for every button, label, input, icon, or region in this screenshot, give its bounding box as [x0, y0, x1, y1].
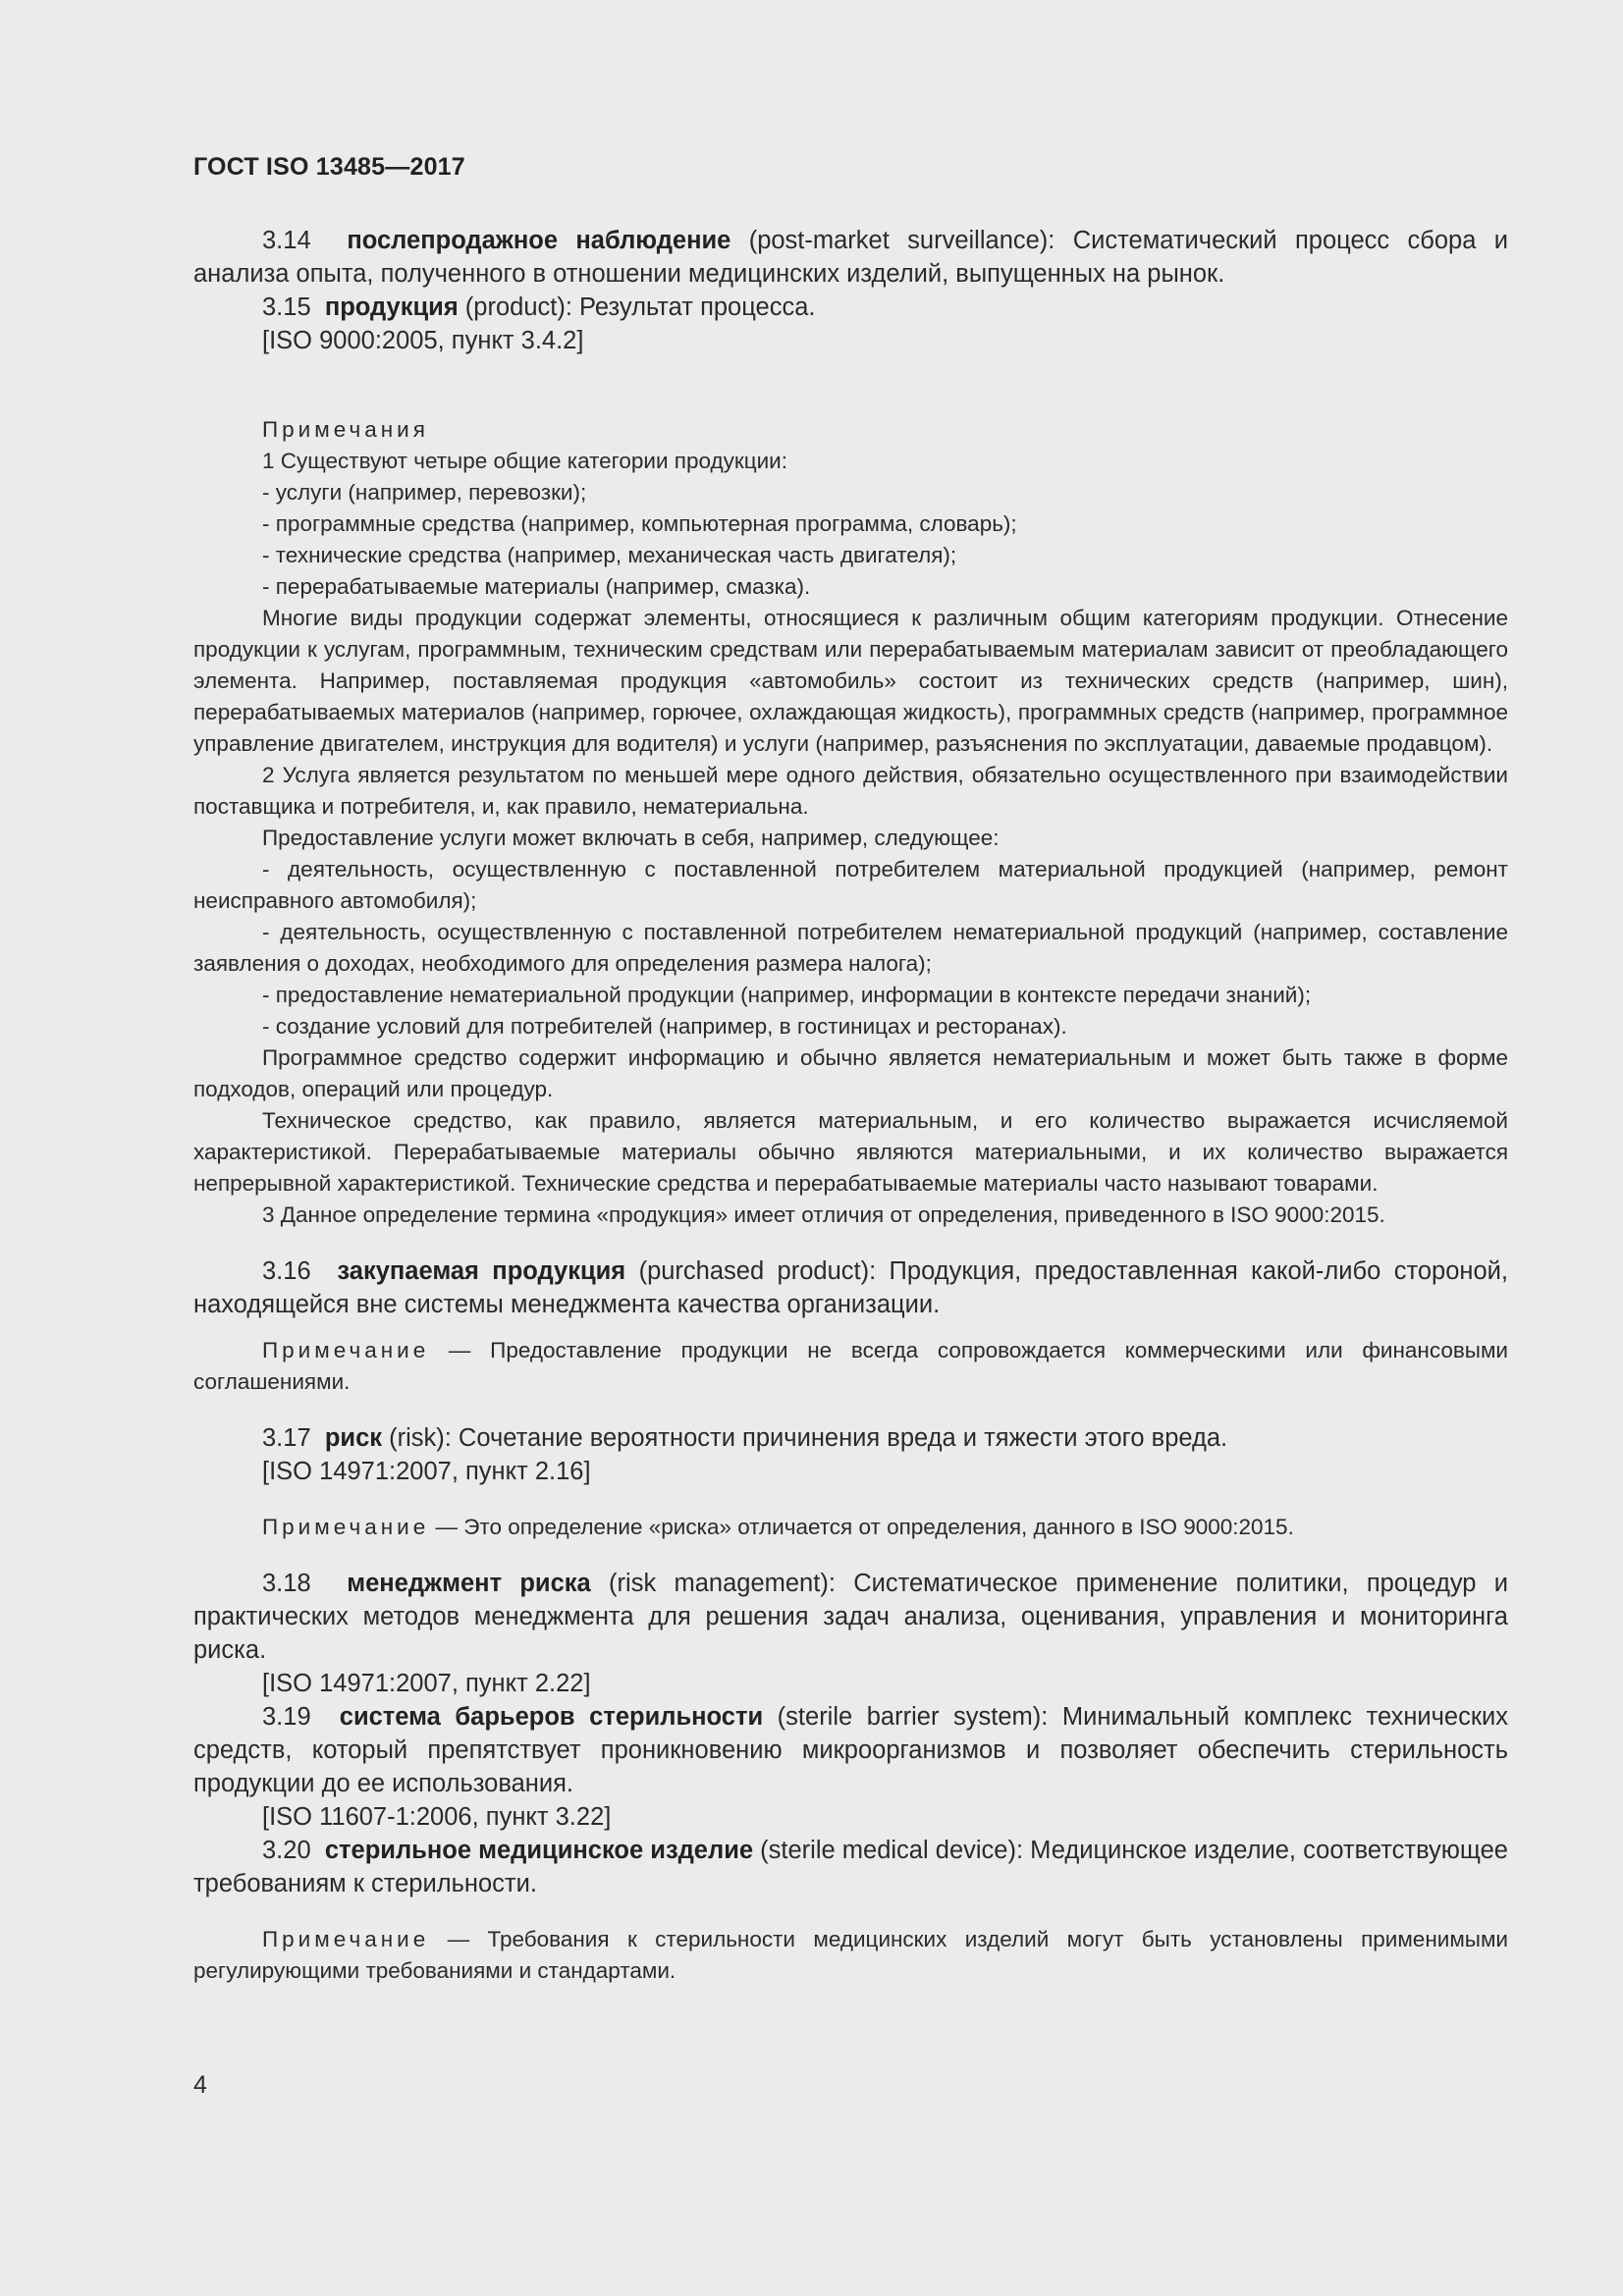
note-label: Примечание: [262, 1515, 430, 1539]
definition-text: (product): Результат процесса.: [458, 294, 816, 321]
note-1-item: - перерабатываемые материалы (например, смазка).: [262, 574, 811, 599]
definition-3-18: [193, 1567, 1508, 1667]
definition-text: (sterile medical device): Медицинское изделие, соответствующее требованиям к стерильности.: [193, 1837, 1508, 1897]
definition-3-14: [193, 224, 1508, 291]
term: риск: [324, 1424, 383, 1452]
clause-number: 3.15: [262, 294, 311, 321]
notes-title: Примечания: [262, 417, 429, 442]
note-text: Предоставление продукции не всегда сопровождается коммерческими или финансовыми соглашениями.: [193, 1338, 1508, 1394]
term: послепродажное наблюдение: [347, 227, 731, 254]
page-number: 4: [193, 2071, 207, 2099]
definition-text: (sterile barrier system): Минимальный комплекс технических средств, который препятствует проникновению микроорганизмов и позволяет обеспечить стерильность продукции до ее использования.: [193, 1703, 1509, 1797]
definition-text: (purchased product): Продукция, предоставленная какой-либо стороной, находящейся вне системы менеджмента качества организации.: [193, 1257, 1508, 1318]
standard-header: ГОСТ ISO 13485—2017: [193, 153, 465, 181]
note-1-paragraph: Многие виды продукции содержат элементы, относящиеся к различным общим категориям продукции. Отнесение продукции к услугам, программным, техническим средствам или перерабатываемым материалам зависит от преобладающего элемента. Например, поставляемая продукция «автомобиль» состоит из технических средств (например, шин), перерабатываемых материалов (например, горючее, охлаждающая жидкость), программных средств (например, программное управление двигателем, инструкция для водителя) и услуги (например, разъяснения по эксплуатации, даваемые продавцом).: [193, 606, 1508, 756]
note-2: 2 Услуга является результатом по меньшей мере одного действия, обязательно осуществленного при взаимодействии поставщика и потребителя, и, как правило, нематериальна.: [193, 763, 1508, 819]
clause-number: 3.19: [262, 1703, 311, 1731]
note-2-item: - создание условий для потребителей (например, в гостиницах и ресторанах).: [262, 1014, 1067, 1039]
clause-number: 3.16: [262, 1257, 311, 1285]
note-3-20: [193, 1924, 1508, 1987]
note-2-item: - деятельность, осуществленную с поставленной потребителем нематериальной продукций (например, составление заявления о доходах, необходимого для определения размера налога);: [193, 920, 1508, 976]
clause-number: 3.17: [262, 1424, 311, 1452]
note-dash: —: [429, 1927, 488, 1951]
note-1-item: - услуги (например, перевозки);: [262, 480, 587, 505]
note-text: Это определение «риска» отличается от определения, данного в ISO 9000:2015.: [463, 1515, 1294, 1539]
note-1: 1 Существуют четыре общие категории продукции:: [262, 449, 787, 473]
note-3-16: [193, 1335, 1508, 1398]
clause-number: 3.20: [262, 1837, 311, 1864]
reference-3-18: [ISO 14971:2007, пункт 2.22]: [262, 1670, 591, 1697]
term: продукция: [324, 294, 459, 321]
term: система барьеров стерильности: [339, 1703, 764, 1731]
definition-text: (risk): Сочетание вероятности причинения вреда и тяжести этого вреда.: [382, 1424, 1228, 1452]
note-1-item: - программные средства (например, компьютерная программа, словарь);: [262, 511, 1017, 536]
definition-text: (risk management): Систематическое применение политики, процедур и практических методов менеджмента для решения задач анализа, оценивания, управления и мониторинга риска.: [193, 1570, 1509, 1664]
definition-3-16: [193, 1255, 1508, 1321]
note-2-item: - деятельность, осуществленную с поставленной потребителем материальной продукцией (например, ремонт неисправного автомобиля);: [193, 857, 1508, 913]
reference-3-19: [ISO 11607-1:2006, пункт 3.22]: [262, 1803, 612, 1831]
definition-text: (post-market surveillance): Систематический процесс сбора и анализа опыта, полученного в отношении медицинских изделий, выпущенных на рынок.: [193, 227, 1509, 288]
note-dash: —: [429, 1338, 491, 1362]
reference-3-15: [ISO 9000:2005, пункт 3.4.2]: [262, 327, 584, 354]
reference-3-17: [ISO 14971:2007, пункт 2.16]: [262, 1458, 591, 1485]
note-1-item: - технические средства (например, механическая часть двигателя);: [262, 543, 957, 567]
term: стерильное медицинское изделие: [324, 1837, 754, 1864]
definition-3-19: [193, 1700, 1508, 1800]
note-dash: —: [429, 1515, 464, 1539]
note-2-paragraph: Техническое средство, как правило, является материальным, и его количество выражается исчисляемой характеристикой. Перерабатываемые материалы обычно являются материальными, и их количество выражается непрерывной характеристикой. Технические средства и перерабатываемые материалы часто называют товарами.: [193, 1108, 1508, 1196]
definition-3-17: [193, 1421, 1508, 1455]
note-2-item: - предоставление нематериальной продукции (например, информации в контексте передачи знаний);: [262, 983, 1312, 1007]
note-text: Требования к стерильности медицинских изделий могут быть установлены применимыми регулирующими требованиями и стандартами.: [193, 1927, 1508, 1983]
term: менеджмент риска: [347, 1570, 591, 1597]
note-3: 3 Данное определение термина «продукция» имеет отличия от определения, приведенного в ISO 9000:2015.: [262, 1202, 1385, 1227]
note-2-paragraph: Программное средство содержит информацию и обычно является нематериальным и может быть также в форме подходов, операций или процедур.: [193, 1045, 1508, 1101]
note-2-intro: Предоставление услуги может включать в себя, например, следующее:: [262, 826, 1000, 850]
note-3-17: [193, 1512, 1508, 1543]
clause-number: 3.14: [262, 227, 311, 254]
note-label: Примечание: [262, 1927, 430, 1951]
clause-number: 3.18: [262, 1570, 311, 1597]
definition-3-15: [193, 291, 1508, 324]
page-content: [193, 224, 1508, 1987]
definition-3-20: [193, 1834, 1508, 1900]
note-label: Примечание: [262, 1338, 430, 1362]
term: закупаемая продукция: [337, 1257, 626, 1285]
